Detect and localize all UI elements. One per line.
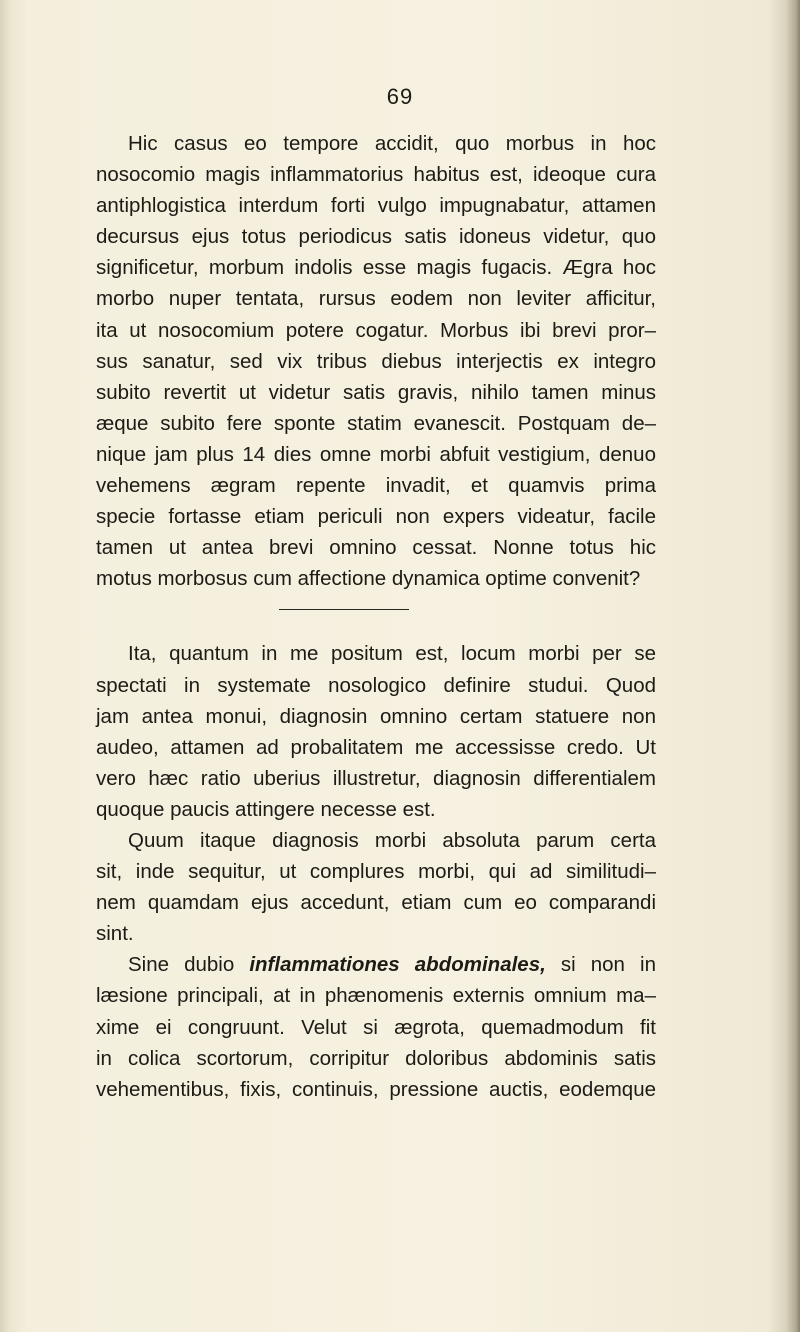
text-line: in colica scortorum, corripitur doloribus abdominis satis bbox=[96, 1046, 656, 1070]
text-line: morbo nuper tentata, rursus eodem non leviter afficitur, bbox=[96, 287, 656, 311]
text-line: tamen ut antea brevi omnino cessat. Nonne totus hic bbox=[96, 536, 656, 560]
text-line: vehemens ægram repente invadit, et quamvis prima bbox=[96, 474, 656, 498]
text-line: vehementibus, fixis, continuis, pressione auctis, eodemque bbox=[96, 1077, 656, 1101]
text-line: decursus ejus totus periodicus satis idoneus videtur, quo bbox=[96, 225, 656, 249]
text-line bbox=[96, 949, 656, 980]
text-line: nem quamdam ejus accedunt, etiam cum eo comparandi bbox=[96, 891, 656, 915]
body-text bbox=[96, 128, 656, 1105]
text-line: vero hæc ratio uberius illustretur, diagnosin differentialem bbox=[96, 766, 656, 790]
text-line: ita ut nosocomium potere cogatur. Morbus ibi brevi pror– bbox=[96, 318, 656, 342]
paragraph-4 bbox=[96, 949, 656, 1104]
section-divider bbox=[96, 594, 656, 638]
text-line: læsione principali, at in phænomenis externis omnium ma– bbox=[96, 984, 656, 1008]
text-line: subito revertit ut videtur satis gravis, nihilo tamen minus bbox=[96, 380, 656, 404]
text-line: jam antea monui, diagnosin omnino certam statuere non bbox=[96, 704, 656, 728]
text-line: æque subito fere sponte statim evanescit. Postquam de– bbox=[96, 411, 656, 435]
text-line: significetur, morbum indolis esse magis fugacis. Ægra hoc bbox=[96, 256, 656, 280]
text-fragment: si non in bbox=[545, 953, 656, 977]
text-line: sit, inde sequitur, ut complures morbi, qui ad similitudi– bbox=[96, 860, 656, 884]
text-line: nosocomio magis inflammatorius habitus est, ideoque cura bbox=[96, 163, 656, 187]
text-line: audeo, attamen ad probalitatem me accessisse credo. Ut bbox=[96, 735, 656, 759]
text-line: nique jam plus 14 dies omne morbi abfuit vestigium, denuo bbox=[96, 442, 656, 466]
text-line: sint. bbox=[96, 922, 134, 946]
text-line: xime ei congruunt. Velut si ægrota, quemadmodum fit bbox=[96, 1015, 656, 1039]
page-number: 69 bbox=[386, 84, 414, 109]
page-edge-shadow bbox=[786, 0, 800, 1332]
paragraph-3 bbox=[96, 825, 656, 949]
text-line: motus morbosus cum affectione dynamica optime convenit? bbox=[96, 567, 641, 591]
emphasized-text: inflammationes abdominales, bbox=[249, 953, 546, 977]
paragraph-1 bbox=[96, 128, 656, 594]
text-line: sus sanatur, sed vix tribus diebus interjectis ex integro bbox=[96, 349, 656, 373]
text-fragment: Sine dubio bbox=[128, 953, 250, 977]
text-line: specie fortasse etiam periculi non expers videatur, facile bbox=[96, 505, 656, 529]
text-line: Hic casus eo tempore accidit, quo morbus in hoc bbox=[128, 132, 656, 155]
paragraph-2 bbox=[96, 638, 656, 825]
horizontal-rule bbox=[279, 609, 409, 610]
text-line: antiphlogistica interdum forti vulgo impugnabatur, attamen bbox=[96, 194, 656, 218]
text-line: quoque paucis attingere necesse est. bbox=[96, 797, 436, 821]
text-line: Ita, quantum in me positum est, locum morbi per se bbox=[128, 642, 656, 666]
text-line: spectati in systemate nosologico definire studui. Quod bbox=[96, 673, 656, 697]
text-line: Quum itaque diagnosis morbi absoluta parum certa bbox=[128, 828, 656, 852]
